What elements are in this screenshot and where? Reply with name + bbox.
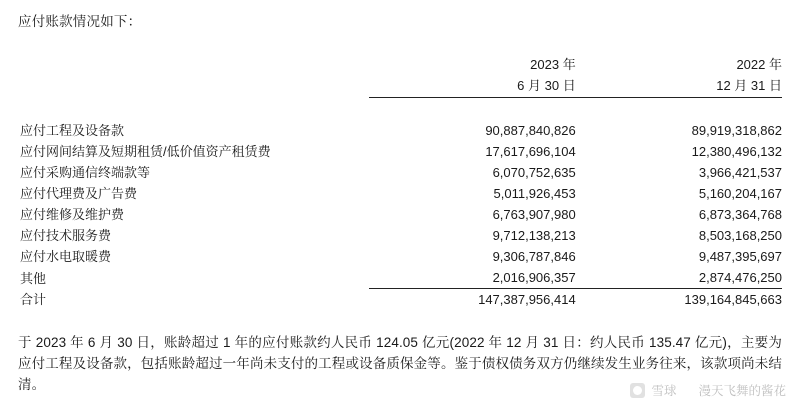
row-value-2022: 9,487,395,697 xyxy=(698,249,782,264)
table-row xyxy=(18,141,782,162)
row-value-2022: 89,919,318,862 xyxy=(691,123,782,138)
table-row xyxy=(18,246,782,267)
row-value-2023: 2,016,906,357 xyxy=(492,270,576,285)
row-value-2022: 8,503,168,250 xyxy=(698,228,782,243)
row-value-2022: 3,966,421,537 xyxy=(698,165,782,180)
table-header-row-date xyxy=(18,75,782,98)
row-label: 应付代理费及广告费 xyxy=(20,186,138,201)
table-row xyxy=(18,204,782,225)
row-label: 应付工程及设备款 xyxy=(20,123,125,138)
table-row xyxy=(18,162,782,183)
row-value-2022: 12,380,496,132 xyxy=(691,144,782,159)
row-value-2023: 9,712,138,213 xyxy=(492,228,576,243)
header-spacer xyxy=(18,98,782,121)
accounts-payable-table xyxy=(18,54,782,310)
row-value-2022: 6,873,364,768 xyxy=(698,207,782,222)
table-header-row-year xyxy=(18,54,782,75)
header-2023-date: 6 月 30 日 xyxy=(369,75,575,98)
watermark-brand: 雪球 xyxy=(651,384,677,398)
total-value-2023: 147,387,956,414 xyxy=(369,289,575,311)
total-value-2022: 139,164,845,663 xyxy=(576,289,782,311)
row-label: 应付水电取暖费 xyxy=(20,249,112,264)
total-label: 合计 xyxy=(20,292,47,307)
watermark-user: 漫天飞舞的酱花 xyxy=(698,384,786,398)
intro-paragraph: 应付账款情况如下： xyxy=(18,14,142,29)
header-2023-year: 2023 年 xyxy=(530,57,576,72)
row-value-2023: 6,070,752,635 xyxy=(492,165,576,180)
table-row xyxy=(18,225,782,246)
header-blank-2 xyxy=(18,75,369,98)
row-label: 应付采购通信终端款等 xyxy=(20,165,151,180)
row-value-2023: 9,306,787,846 xyxy=(492,249,576,264)
table-total-row xyxy=(18,289,782,311)
table-row xyxy=(18,183,782,204)
table-row xyxy=(18,120,782,141)
table-row xyxy=(18,267,782,289)
row-label: 应付网间结算及短期租赁/低价值资产租赁费 xyxy=(20,144,271,159)
footnote-paragraph: 于 2023 年 6 月 30 日，账龄超过 1 年的应付账款约人民币 124.05 亿元(2022 年 12 月 31 日：约人民币 135.47 亿元)，主要为应付工程及设备款，包括账龄超过一年尚未支付的工程或设备质保金等。鉴于债权债务双方仍继续发生业务往来，该款项尚未结清。 xyxy=(18,335,782,392)
row-value-2022: 2,874,476,250 xyxy=(698,270,782,285)
row-label: 应付维修及维护费 xyxy=(20,207,125,222)
header-blank xyxy=(18,54,369,75)
row-value-2022: 5,160,204,167 xyxy=(698,186,782,201)
header-2022-date: 12 月 31 日 xyxy=(576,75,782,98)
row-label: 其他 xyxy=(20,270,47,286)
row-value-2023: 90,887,840,826 xyxy=(485,123,576,138)
row-value-2023: 17,617,696,104 xyxy=(485,144,576,159)
header-2022-year: 2022 年 xyxy=(736,57,782,72)
row-label: 应付技术服务费 xyxy=(20,228,112,243)
row-value-2023: 6,763,907,980 xyxy=(492,207,576,222)
row-value-2023: 5,011,926,453 xyxy=(493,186,576,201)
